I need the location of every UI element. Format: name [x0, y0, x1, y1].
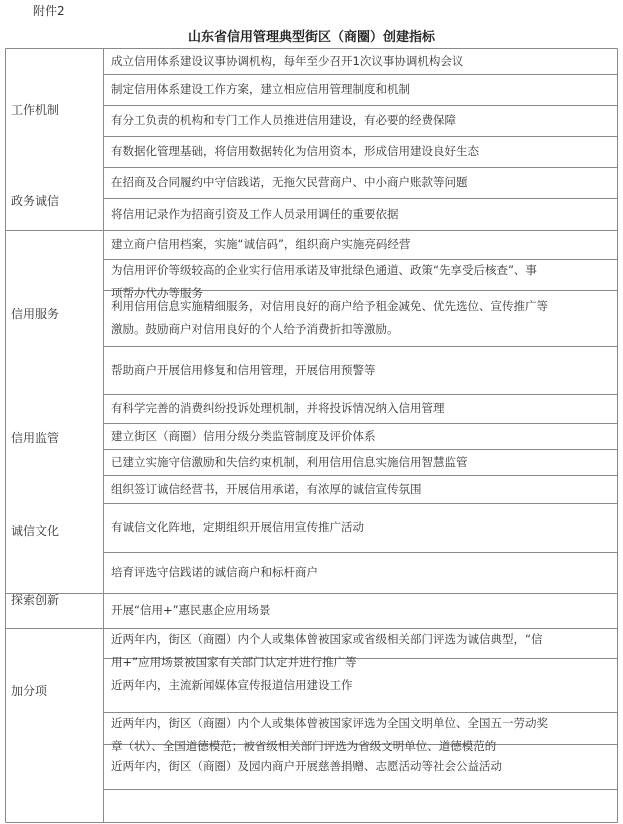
indicator-text: 章（状）、全国道德模范；被省级相关部门评选为省级文明单位、道德模范的 — [111, 739, 497, 753]
indicator-text: 近两年内，街区（商圈）内个人或集体曾被国家或省级相关部门评选为诚信典型，“信 — [111, 632, 543, 646]
indicator-text: 有分工负责的机构和专门工作人员推进信用建设，有必要的经费保障 — [111, 113, 456, 127]
indicator-text: 项帮办代办等服务 — [111, 286, 203, 300]
indicator-text: 制定信用体系建设工作方案，建立相应信用管理制度和机制 — [111, 82, 410, 96]
indicator-text: 近两年内，街区（商圈）内个人或集体曾被国家评选为全国文明单位、全国五一劳动奖 — [111, 716, 548, 730]
category-label: 信用服务 — [11, 307, 60, 321]
indicator-text: 利用信用信息实施精细服务，对信用良好的商户给予租金减免、优先选位、宣传推广等 — [111, 299, 548, 313]
attachment-label: 附件2 — [33, 4, 65, 18]
indicator-text: 组织签订诚信经营书，开展信用承诺，有浓厚的诚信宣传氛围 — [111, 482, 422, 496]
document-title: 山东省信用管理典型街区（商圈）创建指标 — [187, 30, 435, 45]
indicator-text: 建立商户信用档案，实施“诚信码”，组织商户实施亮码经营 — [111, 237, 411, 251]
indicator-text: 有科学完善的消费纠纷投诉处理机制，并将投诉情况纳入信用管理 — [111, 401, 445, 415]
indicator-text: 开展“信用+”惠民惠企应用场景 — [111, 603, 271, 617]
indicator-text: 近两年内，主流新闻媒体宣传报道信用建设工作 — [111, 678, 353, 692]
category-label: 诚信文化 — [11, 524, 60, 538]
indicator-text: 有诚信文化阵地，定期组织开展信用宣传推广活动 — [111, 520, 364, 534]
indicator-text: 为信用评价等级较高的企业实行信用承诺及审批绿色通道、政策“先享受后核查”、事 — [111, 263, 537, 277]
indicator-text: 成立信用体系建设议事协调机构，每年至少召开1次议事协调机构会议 — [111, 54, 464, 68]
indicator-text: 有数据化管理基础，将信用数据转化为信用资本，形成信用建设良好生态 — [111, 144, 479, 158]
category-label: 加分项 — [11, 684, 48, 698]
indicator-text: 建立街区（商圈）信用分级分类监管制度及评价体系 — [111, 429, 376, 443]
category-label: 政务诚信 — [11, 194, 60, 208]
category-label: 探索创新 — [11, 593, 60, 607]
category-label: 信用监管 — [11, 431, 60, 445]
indicator-text: 帮助商户开展信用修复和信用管理，开展信用预警等 — [111, 363, 376, 377]
indicator-text: 将信用记录作为招商引资及工作人员录用调任的重要依据 — [111, 207, 399, 221]
indicator-text: 培育评选守信践诺的诚信商户和标杆商户 — [111, 565, 318, 579]
indicator-text: 在招商及合同履约中守信践诺，无拖欠民营商户、中小商户账款等问题 — [111, 175, 468, 189]
indicator-text: 已建立实施守信激励和失信约束机制，利用信用信息实施信用智慧监管 — [111, 455, 468, 469]
indicator-text: 激励。鼓励商户对信用良好的个人给予消费折扣等激励。 — [111, 322, 399, 336]
indicator-text: 近两年内，街区（商圈）及园内商户开展慈善捐赠、志愿活动等社会公益活动 — [111, 759, 502, 773]
indicator-text: 用+”应用场景被国家有关部门认定并进行推广等 — [111, 655, 357, 669]
category-label: 工作机制 — [11, 103, 60, 117]
